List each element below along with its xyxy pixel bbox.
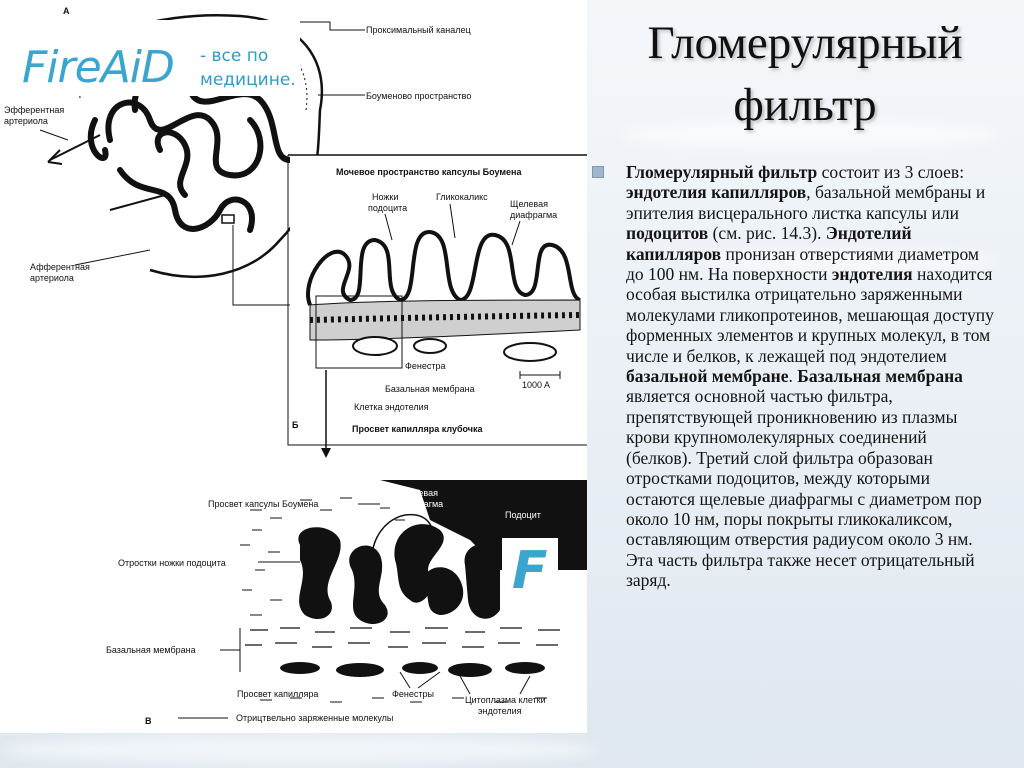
label-basement-b: Базальная мембрана <box>385 384 475 394</box>
body-text-segment: находится особая выстилка отрицательно заряженными молекулами гликопротеинов, мешающая доступу форменных элементов и крупных молекул, в том числе и белков, к лежащей под эндотелием <box>626 264 994 366</box>
leader-line <box>40 130 68 140</box>
body-text-segment: (см. рис. 14.3). <box>708 223 826 244</box>
endothelial-cell <box>414 339 446 353</box>
label-negative-molecules: Отрицтвельно заряженные молекулы <box>236 713 394 723</box>
zoom-marker <box>222 215 234 223</box>
endothelial-cytoplasm <box>336 663 384 677</box>
basement-membrane-c <box>245 628 560 647</box>
label-cytoplasm-1: Цитоплазма клетки <box>465 695 546 705</box>
slide-title-line2: фильтр <box>733 79 877 131</box>
logo-tagline <box>200 44 296 92</box>
label-capillary-lumen-b: Просвет капилляра клубочка <box>352 424 483 434</box>
panel-c-letter: В <box>145 716 152 726</box>
label-glycocalyx: Гликокаликс <box>436 192 488 202</box>
label-urinary-space: Мочевое пространство капсулы Боумена <box>336 167 522 177</box>
term-basement-membrane-2: Базальная мембрана <box>797 366 963 387</box>
logo-tagline-line1: - все по <box>200 46 269 66</box>
afferent-arrow <box>110 195 165 210</box>
bullet-marker <box>592 166 604 178</box>
label-afferent-2: артериола <box>30 273 74 283</box>
term-endothelium-capillaries: Эндотелий капилляров <box>626 223 912 264</box>
label-fenestrae: Фенестры <box>392 689 434 699</box>
term-endothelium: эндотелия <box>831 264 913 285</box>
label-cytoplasm-2: эндотелия <box>478 706 522 716</box>
label-basement-c: Базальная мембрана <box>106 645 196 655</box>
label-slit-2: диафрагма <box>510 210 558 220</box>
f-logo-icon <box>502 538 558 598</box>
term-podocytes: подоцитов <box>626 223 709 244</box>
label-podocyte-feet-2: подоцита <box>368 203 408 213</box>
body-text-segment: . <box>788 366 798 387</box>
foot-process <box>465 544 500 619</box>
slide-title-line1: Гломерулярный <box>647 17 963 69</box>
body-text-segment: , базальной мембраны и эпителия висцерального листка капсулы или <box>626 182 986 223</box>
foot-process <box>349 546 387 624</box>
label-capsule-lumen: Просвет капсулы Боумена <box>208 499 319 509</box>
label-bowman-space: Боуменово пространство <box>366 91 472 101</box>
label-efferent-2: артериола <box>4 116 48 126</box>
connector-arrowhead <box>321 448 331 458</box>
f-logo-letter: F <box>512 541 548 598</box>
endothelial-cytoplasm <box>402 662 438 674</box>
body-paragraph <box>626 162 994 591</box>
label-endothelial-cell: Клетка эндотелия <box>354 402 429 412</box>
label-foot-processes: Отростки ножки подоцита <box>118 558 226 568</box>
endothelial-cytoplasm <box>280 662 320 674</box>
foot-process <box>424 567 463 615</box>
endothelial-cytoplasm <box>448 663 492 677</box>
endothelial-cytoplasm <box>505 662 545 674</box>
label-slit-c-1: Щелевая <box>400 488 438 498</box>
endothelial-cell <box>353 337 397 355</box>
logo-tagline-line2: медицине. <box>200 70 296 90</box>
label-capillary-lumen-c: Просвет капилляра <box>237 689 319 699</box>
label-efferent-1: Эфферентная <box>4 105 65 115</box>
label-slit-1: Щелевая <box>510 199 548 209</box>
label-afferent-1: Афферентная <box>30 262 90 272</box>
body-text-segment: является основной частью фильтра, препятствующей проникновению из плазмы крови крупномолекулярных соединений (белков). Третий слой фильтра образован отростками подоцитов, между которыми остаются щелевые диафрагмы с диаметром пор около 10 нм, поры покрыты гликокаликсом, оставляющим отверстия радиусом около 3 нм. Эта часть фильтра также несет отрицательный заряд. <box>626 386 982 591</box>
label-podocyte-feet-1: Ножки <box>372 192 399 202</box>
label-slit-c-2: диафрагма <box>396 499 444 509</box>
term-basement-membrane: базальной мембране <box>626 366 789 387</box>
logo-wordmark: FireAiD <box>22 42 174 93</box>
term-glomerular-filter: Гломерулярный фильтр <box>626 162 818 182</box>
body-text-segment: пронизан отверстиями диаметром до 100 нм. На поверхности <box>626 243 979 285</box>
panel-b-letter: Б <box>292 420 299 430</box>
f-logo-badge <box>502 538 558 598</box>
leader-line <box>460 676 530 694</box>
background-streak <box>0 735 600 765</box>
body-text-segment: состоит из 3 слоев: <box>817 162 965 182</box>
term-capillary-endothelium: эндотелия капилляров <box>626 182 807 203</box>
leader-line <box>300 22 365 30</box>
label-podocyte: Подоцит <box>505 510 541 520</box>
foot-process <box>298 527 340 619</box>
label-scale: 1000 A <box>522 380 551 390</box>
leader-bracket <box>220 628 240 672</box>
label-proximal-tubule: Проксимальный каналец <box>366 25 471 35</box>
leader-line <box>400 672 440 688</box>
slide-title <box>600 12 1010 136</box>
endothelial-cell <box>504 343 556 361</box>
panel-a-letter: А <box>63 6 70 16</box>
label-fenestra: Фенестра <box>405 361 446 371</box>
